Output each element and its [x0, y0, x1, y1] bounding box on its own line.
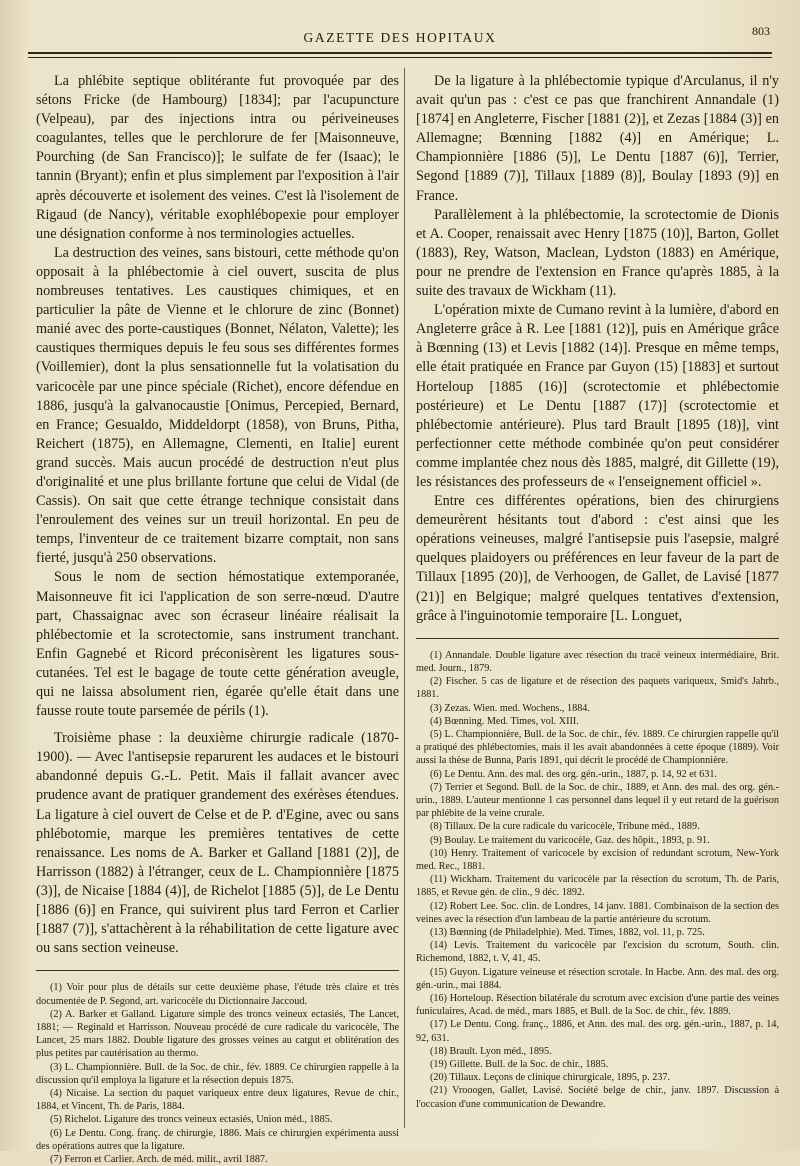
- footnote: (20) Tillaux. Leçons de clinique chirurgicale, 1895, p. 237.: [430, 1072, 671, 1084]
- footnote: (6) Le Dentu. Ann. des mal. des org. gén.-urin., 1887, p. 14, 92 et 631.: [430, 768, 717, 780]
- footnote: (14) Levis. Traitement du varicocèle par l'excision du scrotum, South. clin. Richemond, 1882, t. V, 41, 45.: [416, 940, 779, 965]
- footnote: (1) Voir pour plus de détails sur cette deuxième phase, l'étude très claire et très documentée de P. Segond, art. varicocèle du Dictionnaire Jaccoud.: [36, 982, 399, 1007]
- footnote: (18) Brault. Lyon méd., 1895.: [430, 1045, 552, 1057]
- footnote: (21) Vrooogen, Gallet, Lavisé. Société belge de chir., janv. 1897. Discussion à l'occasion d'une communication de Dewandre.: [416, 1085, 779, 1110]
- footnote: (12) Robert Lee. Soc. clin. de Londres, 14 janv. 1881. Combinaison de la section des veines avec la résection d'un lambeau de la partie antérieure du scrotum.: [416, 900, 779, 925]
- left-column: [36, 72, 399, 1166]
- footnote: (2) Fischer. 5 cas de ligature et de résection des paquets variqueux, Smid's Jahrb., 1881.: [416, 676, 779, 701]
- header-rule-thin: [28, 57, 772, 58]
- body-paragraph: Parallèlement à la phlébectomie, la scrotectomie de Dionis et A. Cooper, renaissait avec Henry [1875 (10)], Barton, Gollet (1883), Rey, Watson, Maclean, Lydston (1883) en Amérique, pour ne prendre de l'extension en France qu'après 1885, à la suite des travaux de Wickham (11).: [416, 206, 779, 300]
- footnote: (16) Horteloup. Résection bilatérale du scrotum avec excision d'une partie des veines funiculaires, Acad. de méd., mars 1885, et Bull. de la Soc. de chir., fév. 1889.: [416, 993, 779, 1018]
- footnote: (13) Bœnning (de Philadelphie). Med. Times, 1882, vol. 11, p. 725.: [430, 926, 705, 938]
- footnote: (17) Le Dentu. Cong. franç., 1886, et Ann. des mal. des org. gén.-urin., 1887, p. 14, 92, 631.: [416, 1019, 779, 1044]
- left-footnotes: [36, 981, 399, 1166]
- footnote: (7) Ferron et Carlier. Arch. de méd. milit., avril 1887.: [50, 1153, 268, 1165]
- footnote: (19) Gillette. Bull. de la Soc. de chir., 1885.: [430, 1059, 609, 1071]
- right-column: [416, 72, 779, 1111]
- footnote: (11) Wickham. Traitement du varicocèle par la résection du scrotum, Th. de Paris, 1885, et Revue gén. de clin., 9 déc. 1892.: [416, 874, 779, 899]
- footnote: (5) Richelot. Ligature des troncs veineux ectasiés, Union méd., 1885.: [50, 1114, 333, 1126]
- header-rule-thick: [28, 52, 772, 54]
- page-number: 803: [752, 24, 770, 38]
- footnote: (8) Tillaux. De la cure radicale du varicocèle, Tribune méd., 1889.: [430, 821, 700, 833]
- column-separator: [404, 68, 405, 1128]
- footnote-rule: [36, 970, 399, 971]
- footnote: (5) L. Championnière, Bull. de la Soc. de chir., fév. 1889. Ce chirurgien rappelle qu'il a pratiqué des phlébectomies, mais il les avait abandonnées à cette époque (1889). Voir aussi la thèse de Bunna, Paris 1891, qui décrit le procédé de Championnière.: [416, 728, 779, 767]
- footnote: (2) A. Barker et Galland. Ligature simple des troncs veineux ectasiés, The Lancet, 1881; — Reginald et Harrisson. Nouveau procédé de cure radicale du varicocèle, The Lancet, 25 mars 1882. Double ligature des grosses veines au catgut et oblitération des plus petites par cautérisation au thermo.: [36, 1008, 399, 1060]
- body-paragraph: La phlébite septique oblitérante fut provoquée par des sétons Fricke (de Hambourg) [1834]; par l'acupuncture (Velpeau), par des injections intra ou périveineuses coagulantes, telles que le perchlorure de fer [Maisonneuve, Pourching (de San Francisco)]; le sulfate de fer (Isaac); le tannin (Bryant); enfin et plus simplement par l'exposition à l'air après découverte et isolement des veines. C'est là l'isolement de Rigaud (de Nancy), véritable exophlébopexie pour employer une désignation conforme à nos terminologies actuelles.: [36, 73, 399, 242]
- body-paragraph: Sous le nom de section hémostatique extemporanée, Maisonneuve fit ici l'application de son serre-nœud. D'autre part, Chassaignac avec son écraseur linéaire réalisait la phlébectomie et la scrotectomie, sans instrument tranchant. Enfin Gagnebé et Ricord préconisèrent les ligatures sous-cutanées. Tel est le bagage de toute cette génération aveugle, qui ne laissa absolument rien, égarée qu'elle était dans une fausse route toute parsemée de périls (1).: [36, 569, 399, 720]
- right-footnotes: [416, 649, 779, 1111]
- footnote-rule: [416, 638, 779, 639]
- footnote: (1) Annandale. Double ligature avec résection du tracé veineux intermédiaire, Brit. med. Journ., 1879.: [416, 649, 779, 674]
- body-paragraph: La destruction des veines, sans bistouri, cette méthode qu'on opposait à la phlébectomie à ciel ouvert, suscita de plus nombreuses tentatives. Les caustiques chimiques, et en particulier la pâte de Vienne et le chlorure de zinc (Bonnet) manié avec des porte-caustiques (Bonnet, Nélaton, Valette); les caustiques thermiques depuis le feu sous ses différentes formes (Voillemier), dont la plus sensationnelle fut la volatisation du varicocèle par une pince spéciale (Richet), encore défendue en 1886, jusqu'à la galvanocaustie [Onimus, Percepied, Bernard, en France; Gesualdo, Middeldorpt (1858), von Bruns, Pitha, Reichert (1875), en Allemagne, Clementi, en Italie] eurent grand succès. Mais aucun procédé de destruction n'eut plus d'originalité et une plus brillante fortune que celui de Vidal (de Cassis). On sait que cette étrange technique consistait dans l'enroulement des veines sur un treuil horizontal. En peu de temps, l'inventeur de ce traitement bizarre comptait, non sans fierté, jusqu'à 250 observations.: [36, 244, 399, 567]
- footnote: (3) Zezas. Wien. med. Wochens., 1884.: [430, 702, 590, 714]
- body-paragraph: Entre ces différentes opérations, bien des chirurgiens demeurèrent hésitants tout d'abord : c'est ainsi que les opérations veineuses, malgré l'antisepsie puis l'asepsie, malgré quelques plaidoyers ou préférences en leur faveur de la part de Tillaux [1895 (20)], de Verhoogen, de Gallet, de Lavisé [1877 (21)] en Belgique; malgré quelques tentatives d'extension, grâce à l'inguinotomie temporaire [L. Longuet,: [416, 493, 779, 624]
- journal-title: GAZETTE DES HOPITAUX: [303, 30, 497, 45]
- body-paragraph: De la ligature à la phlébectomie typique d'Arculanus, il n'y avait qu'un pas : c'est ce pas que franchirent Annandale (1) [1874] en Angleterre, Fischer [1881 (2)], et Zezas [1884 (3)] en Allemagne; Bœnning [1882 (4)] en Amérique; L. Championnière [1886 (5)], Le Dentu [1887 (6)], Terrier, Segond [1889 (7)], Tillaux [1889 (8)], Boulay [1893 (9)] en France.: [416, 73, 779, 204]
- footnote: (4) Bœnning. Med. Times, vol. XIII.: [430, 715, 579, 727]
- footnote: (7) Terrier et Segond. Bull. de la Soc. de chir., 1889, et Ann. des mal. des org. gén.-urin., 1889. L'auteur mentionne 1 cas personnel dans lequel il y eut retard de la guérison par phlébite de la veine crurale.: [416, 781, 779, 820]
- footnote: (4) Nicaise. La section du paquet variqueux entre deux ligatures, Revue de chir., 1884, et Vincent, Th. de Paris, 1884.: [36, 1087, 399, 1113]
- footnote: (9) Boulay. Le traitement du varicocèle, Gaz. des hôpit., 1893, p. 91.: [430, 834, 710, 846]
- section-paragraph: Troisième phase : la deuxième chirurgie radicale (1870-1900). — Avec l'antisepsie reparurent les audaces et le bistouri abandonné depuis G.-L. Petit. Mais il fallait avancer avec prudence avant de pratiquer grandement des exérèses étendues. La ligature à ciel ouvert de Celse et de P. d'Egine, avec ou sans phlébotomie, marque les premières tentatives de cette renaissance. Les noms de A. Barker et Galland [1881 (2)], de Harrisson (1882) à l'étranger, ceux de L. Championnière [1875 (3)], de Nicaise [1884 (4)], de Richelot [1885 (5)], de Le Dentu [1886 (6)] en France, qui suivirent plus tard Ferron et Carlier [1887 (7)], s'attachèrent à la réhabilitation de cette ligature avec ou sans section veineuse.: [36, 730, 399, 957]
- footnote: (15) Guyon. Ligature veineuse et résection scrotale. In Hacbe. Ann. des mal. des org. gén.-urin., mai 1884.: [416, 966, 779, 991]
- footnote: (3) L. Championnière. Bull. de la Soc. de chir., fév. 1889. Ce chirurgien rappelle à la discussion qu'il employa la ligature et la résection depuis 1875.: [36, 1061, 399, 1086]
- footnote: (6) Le Dentu. Cong. franç. de chirurgie, 1886. Mais ce chirurgien expérimenta aussi des opérations autres que la ligature.: [36, 1127, 399, 1152]
- footnote: (10) Henry. Traitement of varicocele by excision of redundant scrotum, New-York med. Rec., 1881.: [416, 847, 779, 872]
- running-header: [28, 22, 772, 50]
- body-paragraph: L'opération mixte de Cumano revint à la lumière, d'abord en Angleterre grâce à R. Lee [1881 (12)], puis en Amérique grâce à Bœnning (13) et Levis [1882 (14)]. Presque en même temps, elle était pratiquée en France par Guyon (15) [1883] et surtout Horteloup [1885 (16)] (scrotectomie et phlébectomie postérieure) et Le Dentu [1887 (17)] (scrotectomie et phlébectomie antérieure). Plus tard Brault [1895 (18)], vint perfectionner cette méthode combinée qu'on peut considérer comme implantée chez nous dès 1885, malgré, dit Gillette (19), les résistances des professeurs de « l'enseignement officiel ».: [416, 302, 779, 490]
